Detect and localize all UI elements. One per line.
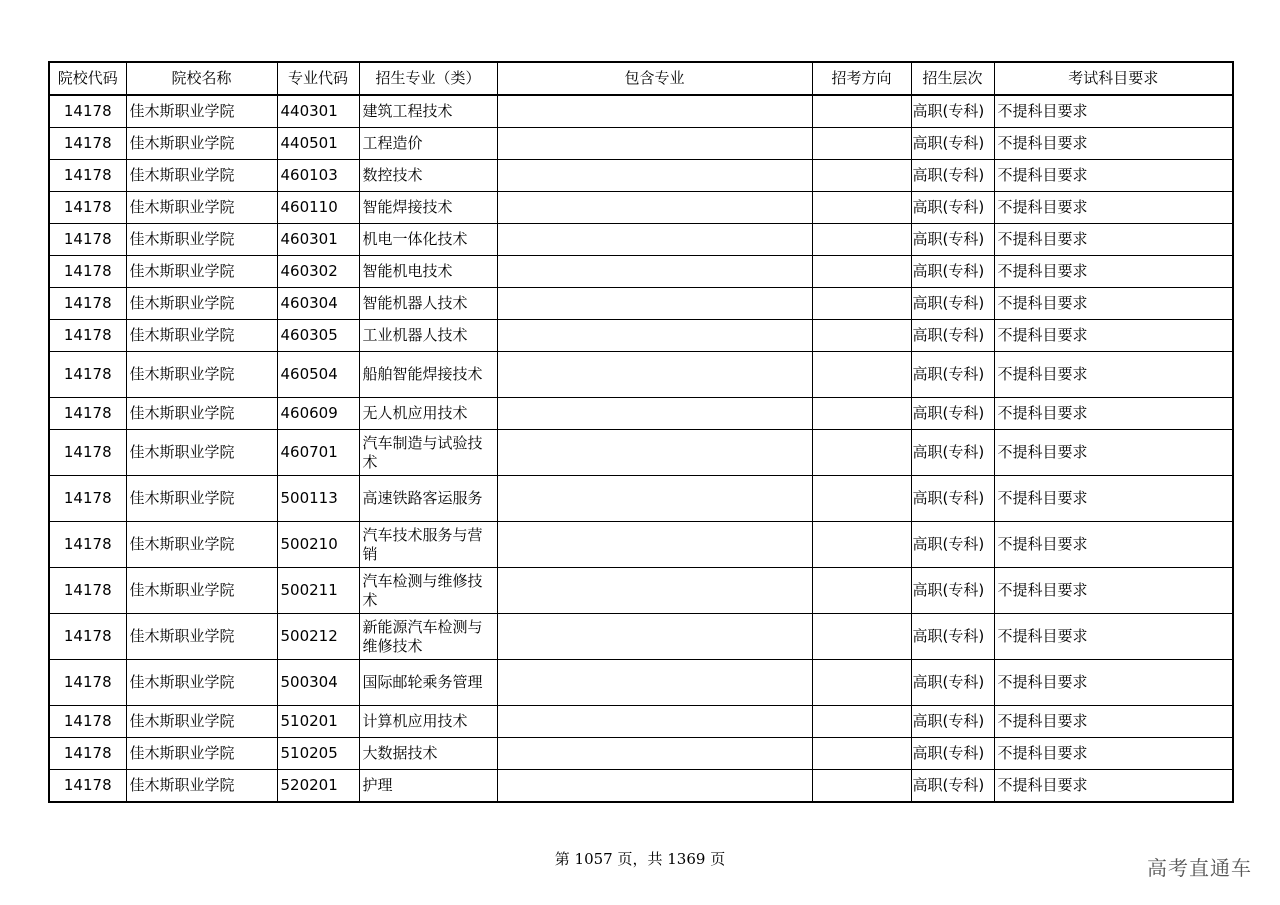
table-row (49, 430, 1233, 476)
level-cell: 高职(专科) (911, 430, 994, 476)
subject-requirement-cell: 不提科目要求 (994, 398, 1233, 430)
included-majors-cell (497, 352, 812, 398)
direction-cell (812, 288, 911, 320)
header-cell: 专业代码 (277, 62, 359, 95)
major-name-cell: 计算机应用技术 (359, 706, 497, 738)
school-code-cell: 14178 (49, 660, 126, 706)
included-majors-cell (497, 320, 812, 352)
page-number: 第 1057 页，共 1369 页 (554, 850, 726, 868)
school-code-cell: 14178 (49, 288, 126, 320)
level-cell: 高职(专科) (911, 256, 994, 288)
subject-requirement-cell: 不提科目要求 (994, 430, 1233, 476)
school-code-cell: 14178 (49, 352, 126, 398)
level-cell: 高职(专科) (911, 770, 994, 803)
major-code-cell: 460103 (277, 160, 359, 192)
direction-cell (812, 398, 911, 430)
enrollment-table (48, 61, 1234, 803)
level-cell: 高职(专科) (911, 352, 994, 398)
included-majors-cell (497, 128, 812, 160)
direction-cell (812, 660, 911, 706)
included-majors-cell (497, 770, 812, 803)
included-majors-cell (497, 398, 812, 430)
school-code-cell: 14178 (49, 476, 126, 522)
major-code-cell: 460305 (277, 320, 359, 352)
major-name-cell: 智能焊接技术 (359, 192, 497, 224)
direction-cell (812, 320, 911, 352)
major-name-cell: 汽车技术服务与营销 (359, 522, 497, 568)
direction-cell (812, 522, 911, 568)
level-cell: 高职(专科) (911, 660, 994, 706)
major-name-cell: 护理 (359, 770, 497, 803)
subject-requirement-cell: 不提科目要求 (994, 352, 1233, 398)
school-code-cell: 14178 (49, 706, 126, 738)
included-majors-cell (497, 192, 812, 224)
table-row (49, 160, 1233, 192)
level-cell: 高职(专科) (911, 288, 994, 320)
school-code-cell: 14178 (49, 320, 126, 352)
major-name-cell: 机电一体化技术 (359, 224, 497, 256)
included-majors-cell (497, 288, 812, 320)
table-row (49, 522, 1233, 568)
direction-cell (812, 770, 911, 803)
table-row (49, 288, 1233, 320)
school-name-cell: 佳木斯职业学院 (126, 398, 277, 430)
included-majors-cell (497, 568, 812, 614)
major-name-cell: 船舶智能焊接技术 (359, 352, 497, 398)
subject-requirement-cell: 不提科目要求 (994, 522, 1233, 568)
direction-cell (812, 160, 911, 192)
school-code-cell: 14178 (49, 614, 126, 660)
major-code-cell: 460301 (277, 224, 359, 256)
level-cell: 高职(专科) (911, 568, 994, 614)
major-name-cell: 数控技术 (359, 160, 497, 192)
school-name-cell: 佳木斯职业学院 (126, 352, 277, 398)
table-row (49, 95, 1233, 128)
level-cell: 高职(专科) (911, 706, 994, 738)
subject-requirement-cell: 不提科目要求 (994, 95, 1233, 128)
level-cell: 高职(专科) (911, 224, 994, 256)
table-row (49, 568, 1233, 614)
subject-requirement-cell: 不提科目要求 (994, 128, 1233, 160)
table-row (49, 320, 1233, 352)
direction-cell (812, 192, 911, 224)
major-name-cell: 工业机器人技术 (359, 320, 497, 352)
school-name-cell: 佳木斯职业学院 (126, 128, 277, 160)
table-row (49, 128, 1233, 160)
subject-requirement-cell: 不提科目要求 (994, 738, 1233, 770)
school-name-cell: 佳木斯职业学院 (126, 568, 277, 614)
table-body (49, 95, 1233, 802)
school-code-cell: 14178 (49, 224, 126, 256)
header-cell: 招生层次 (911, 62, 994, 95)
school-name-cell: 佳木斯职业学院 (126, 706, 277, 738)
direction-cell (812, 614, 911, 660)
header-cell: 院校代码 (49, 62, 126, 95)
school-name-cell: 佳木斯职业学院 (126, 320, 277, 352)
school-name-cell: 佳木斯职业学院 (126, 476, 277, 522)
major-code-cell: 460504 (277, 352, 359, 398)
included-majors-cell (497, 522, 812, 568)
school-name-cell: 佳木斯职业学院 (126, 192, 277, 224)
school-name-cell: 佳木斯职业学院 (126, 288, 277, 320)
direction-cell (812, 224, 911, 256)
direction-cell (812, 430, 911, 476)
major-code-cell: 460609 (277, 398, 359, 430)
table-row (49, 660, 1233, 706)
school-code-cell: 14178 (49, 95, 126, 128)
included-majors-cell (497, 95, 812, 128)
table-row (49, 352, 1233, 398)
subject-requirement-cell: 不提科目要求 (994, 476, 1233, 522)
major-name-cell: 高速铁路客运服务 (359, 476, 497, 522)
included-majors-cell (497, 706, 812, 738)
direction-cell (812, 95, 911, 128)
school-name-cell: 佳木斯职业学院 (126, 224, 277, 256)
table-row (49, 256, 1233, 288)
direction-cell (812, 128, 911, 160)
major-name-cell: 新能源汽车检测与维修技术 (359, 614, 497, 660)
major-code-cell: 460701 (277, 430, 359, 476)
major-name-cell: 汽车制造与试验技术 (359, 430, 497, 476)
major-code-cell: 440301 (277, 95, 359, 128)
major-code-cell: 500210 (277, 522, 359, 568)
level-cell: 高职(专科) (911, 192, 994, 224)
table-row (49, 770, 1233, 803)
major-name-cell: 智能机电技术 (359, 256, 497, 288)
subject-requirement-cell: 不提科目要求 (994, 256, 1233, 288)
level-cell: 高职(专科) (911, 522, 994, 568)
subject-requirement-cell: 不提科目要求 (994, 288, 1233, 320)
major-name-cell: 国际邮轮乘务管理 (359, 660, 497, 706)
major-code-cell: 460302 (277, 256, 359, 288)
major-code-cell: 510205 (277, 738, 359, 770)
major-code-cell: 510201 (277, 706, 359, 738)
level-cell: 高职(专科) (911, 160, 994, 192)
school-name-cell: 佳木斯职业学院 (126, 95, 277, 128)
school-name-cell: 佳木斯职业学院 (126, 660, 277, 706)
level-cell: 高职(专科) (911, 128, 994, 160)
school-name-cell: 佳木斯职业学院 (126, 614, 277, 660)
subject-requirement-cell: 不提科目要求 (994, 706, 1233, 738)
school-name-cell: 佳木斯职业学院 (126, 770, 277, 803)
header-cell: 招生专业（类） (359, 62, 497, 95)
included-majors-cell (497, 476, 812, 522)
major-code-cell: 500211 (277, 568, 359, 614)
included-majors-cell (497, 430, 812, 476)
major-code-cell: 520201 (277, 770, 359, 803)
included-majors-cell (497, 256, 812, 288)
major-code-cell: 500304 (277, 660, 359, 706)
table-row (49, 398, 1233, 430)
school-code-cell: 14178 (49, 770, 126, 803)
major-name-cell: 工程造价 (359, 128, 497, 160)
subject-requirement-cell: 不提科目要求 (994, 770, 1233, 803)
level-cell: 高职(专科) (911, 476, 994, 522)
subject-requirement-cell: 不提科目要求 (994, 192, 1233, 224)
level-cell: 高职(专科) (911, 738, 994, 770)
header-cell: 考试科目要求 (994, 62, 1233, 95)
subject-requirement-cell: 不提科目要求 (994, 224, 1233, 256)
watermark: 高考直通车 (1147, 856, 1252, 880)
direction-cell (812, 352, 911, 398)
direction-cell (812, 738, 911, 770)
school-name-cell: 佳木斯职业学院 (126, 430, 277, 476)
header-cell: 院校名称 (126, 62, 277, 95)
major-name-cell: 建筑工程技术 (359, 95, 497, 128)
included-majors-cell (497, 224, 812, 256)
header-cell: 招考方向 (812, 62, 911, 95)
level-cell: 高职(专科) (911, 398, 994, 430)
included-majors-cell (497, 614, 812, 660)
table-row (49, 476, 1233, 522)
included-majors-cell (497, 738, 812, 770)
subject-requirement-cell: 不提科目要求 (994, 660, 1233, 706)
major-name-cell: 无人机应用技术 (359, 398, 497, 430)
table-row (49, 192, 1233, 224)
school-code-cell: 14178 (49, 128, 126, 160)
school-code-cell: 14178 (49, 522, 126, 568)
direction-cell (812, 706, 911, 738)
direction-cell (812, 568, 911, 614)
table-row (49, 706, 1233, 738)
major-code-cell: 460304 (277, 288, 359, 320)
subject-requirement-cell: 不提科目要求 (994, 568, 1233, 614)
direction-cell (812, 256, 911, 288)
school-name-cell: 佳木斯职业学院 (126, 256, 277, 288)
school-name-cell: 佳木斯职业学院 (126, 522, 277, 568)
subject-requirement-cell: 不提科目要求 (994, 320, 1233, 352)
level-cell: 高职(专科) (911, 320, 994, 352)
school-code-cell: 14178 (49, 398, 126, 430)
subject-requirement-cell: 不提科目要求 (994, 160, 1233, 192)
school-code-cell: 14178 (49, 192, 126, 224)
level-cell: 高职(专科) (911, 614, 994, 660)
level-cell: 高职(专科) (911, 95, 994, 128)
major-code-cell: 500113 (277, 476, 359, 522)
school-code-cell: 14178 (49, 256, 126, 288)
major-name-cell: 汽车检测与维修技术 (359, 568, 497, 614)
school-code-cell: 14178 (49, 738, 126, 770)
table-row (49, 738, 1233, 770)
school-name-cell: 佳木斯职业学院 (126, 738, 277, 770)
direction-cell (812, 476, 911, 522)
school-code-cell: 14178 (49, 160, 126, 192)
major-code-cell: 440501 (277, 128, 359, 160)
school-code-cell: 14178 (49, 430, 126, 476)
table-row (49, 224, 1233, 256)
header-cell: 包含专业 (497, 62, 812, 95)
major-name-cell: 智能机器人技术 (359, 288, 497, 320)
included-majors-cell (497, 660, 812, 706)
major-code-cell: 500212 (277, 614, 359, 660)
major-code-cell: 460110 (277, 192, 359, 224)
school-name-cell: 佳木斯职业学院 (126, 160, 277, 192)
subject-requirement-cell: 不提科目要求 (994, 614, 1233, 660)
table-row (49, 614, 1233, 660)
header-row (49, 62, 1233, 95)
major-name-cell: 大数据技术 (359, 738, 497, 770)
school-code-cell: 14178 (49, 568, 126, 614)
included-majors-cell (497, 160, 812, 192)
